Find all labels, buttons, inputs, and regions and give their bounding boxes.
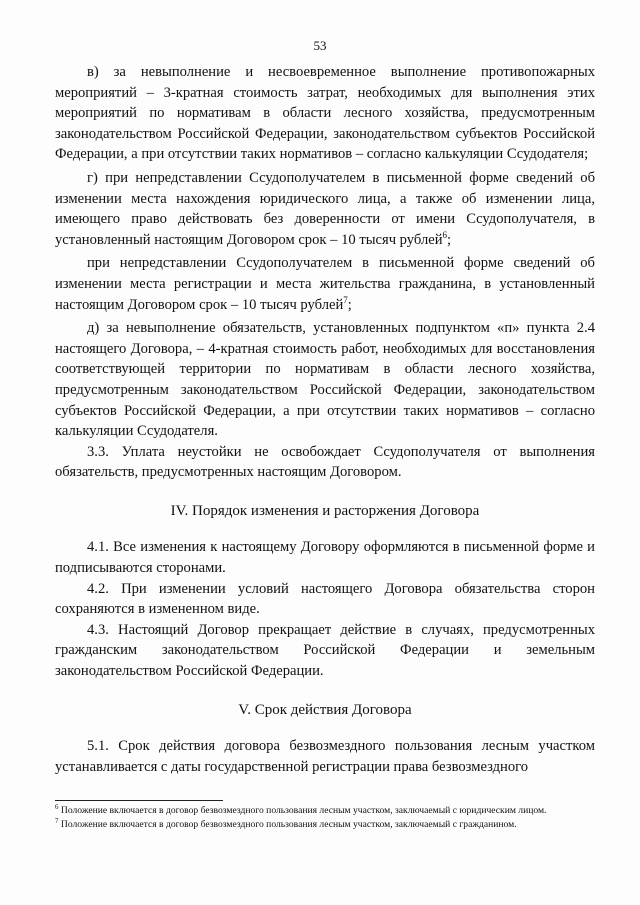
- section-iv-title: IV. Порядок изменения и расторжения Договора: [170, 502, 480, 519]
- paragraph-np-end: ;: [347, 296, 352, 313]
- footnote-6-number: 6: [55, 802, 59, 811]
- paragraph-np-text: при непредставлении Ссудополучателем в письменной форме сведений об изменении места регистрации и места жительства гражданина, в установленный настоящим Договором срок – 10 тысяч рублей: [55, 255, 595, 313]
- footnote-6: [55, 804, 595, 818]
- footnote-7-text: Положение включается в договор безвозмездного пользования лесным участком, заключаемый с гражданином.: [58, 819, 517, 830]
- paragraph-3-3: 3.3. Уплата неустойки не освобождает Ссудополучателя от выполнения обязательств, предусмотренных настоящим Договором.: [55, 443, 595, 481]
- footnote-ref-6: 6: [442, 229, 448, 240]
- paragraph-4-1: 4.1. Все изменения к настоящему Договору оформляются в письменной форме и подписываются сторонами.: [55, 539, 595, 577]
- footnote-7: [55, 818, 595, 832]
- paragraph-g-end: ;: [447, 231, 452, 248]
- section-v-title: V. Срок действия Договора: [238, 701, 412, 718]
- page-number: 53: [313, 38, 327, 53]
- paragraph-v: в) за невыполнение и несвоевременное выполнение противопожарных мероприятий – 3-кратная стоимость затрат, необходимых для выполнения этих мероприятий по нормативам в области лесного хозяйства, предусмотренным законодательством Российской Федерации, законодательством субъектов Российской Федерации, а при отсутствии таких нормативов – согласно калькуляции Ссудодателя;: [55, 64, 595, 163]
- paragraph-np: [55, 253, 595, 315]
- paragraph-4-3: 4.3. Настоящий Договор прекращает действие в случаях, предусмотренных гражданским законодательством Российской Федерации и земельным законодательством Российской Федерации.: [55, 621, 595, 680]
- paragraph-g: [55, 168, 595, 250]
- paragraph-5-1: 5.1. Срок действия договора безвозмездного пользования лесным участком устанавливается с даты государственной регистрации права безвозмездного: [55, 738, 595, 775]
- footnotes: [55, 800, 595, 832]
- paragraph-d: д) за невыполнение обязательств, установленных подпунктом «п» пункта 2.4 настоящего Договора, – 4-кратная стоимость работ, необходимых для восстановления соответствующей территории по нормативам в области лесного хозяйства, предусмотренным законодательством Российской Федерации, законодательством субъектов Российской Федерации, а при отсутствии таких нормативов – согласно калькуляции Ссудодателя.: [55, 320, 595, 440]
- paragraph-4-2: 4.2. При изменении условий настоящего Договора обязательства сторон сохраняются в измененном виде.: [55, 580, 595, 618]
- footnote-7-number: 7: [55, 816, 59, 825]
- footnote-ref-7: 7: [343, 294, 348, 305]
- footnote-divider: [55, 800, 223, 801]
- footnote-6-text: Положение включается в договор безвозмездного пользования лесным участком, заключаемый с юридическим лицом.: [58, 805, 547, 816]
- document-body: [55, 62, 595, 777]
- paragraph-g-text: г) при непредставлении Ссудополучателем в письменной форме сведений об изменении места нахождения юридического лица, а также об изменении лица, имеющего право действовать без доверенности от имени Ссудополучателя, в установленный настоящим Договором срок – 10 тысяч рублей: [55, 169, 595, 248]
